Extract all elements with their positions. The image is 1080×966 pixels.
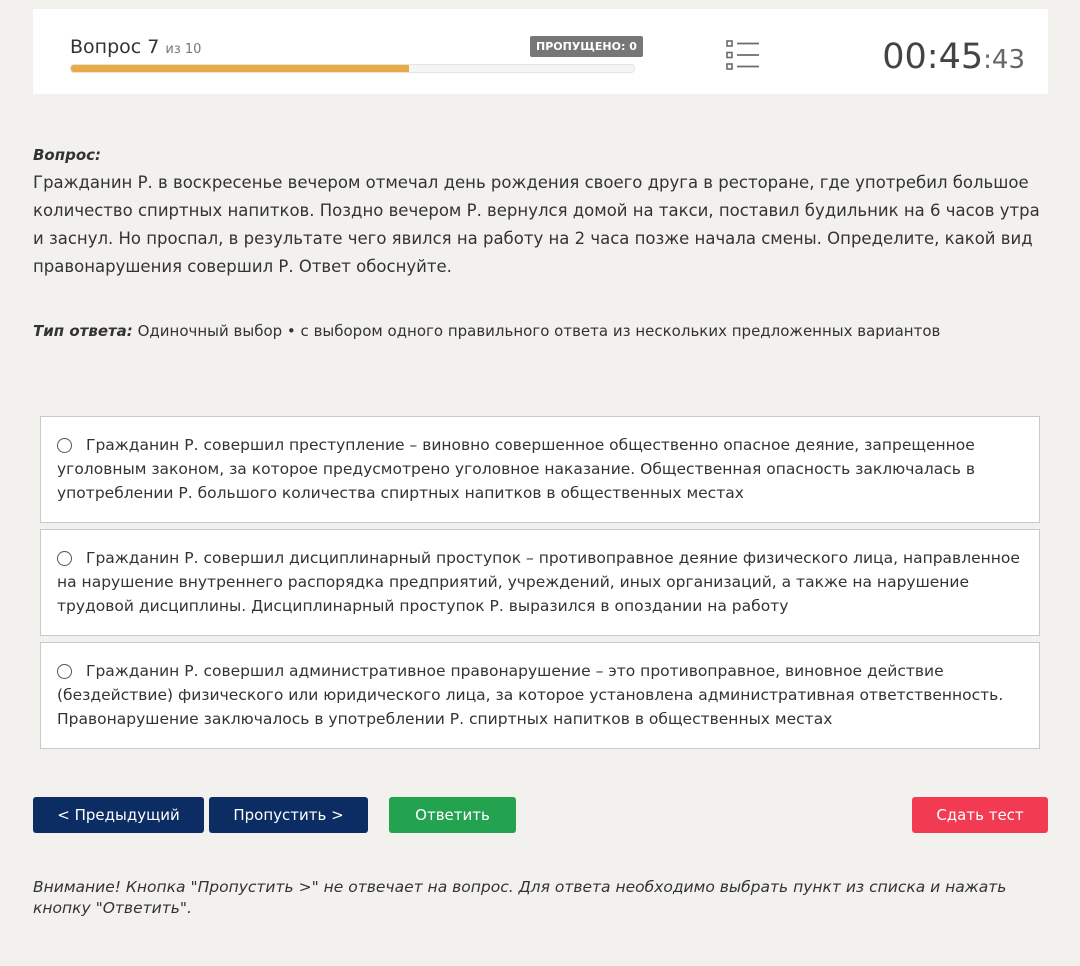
question-text: Гражданин Р. в воскресенье вечером отмечал день рождения своего друга в ресторане, где употребил большое количество спиртных напитков. Поздно вечером Р. вернулся домой на такси, поставил будильник на 6 часов утра и заснул. Но проспал, в результате чего явился на работу на 2 часа позже начала смены. Определите, какой вид правонарушения совершил Р. Ответ обоснуйте. — [33, 173, 1040, 276]
answer-option-text: Гражданин Р. совершил преступление – виновно совершенное общественно опасное деяние, запрещенное уголовным законом, за которое предусмотрено уголовное наказание. Общественная опасность заключалась в употреблении Р. большого количества спиртных напитков в общественных местах — [57, 436, 975, 502]
answer-option[interactable] — [40, 642, 1040, 749]
answer-type — [33, 322, 1043, 340]
skipped-badge: ПРОПУЩЕНО: 0 — [530, 36, 643, 57]
answer-button[interactable]: Ответить — [389, 797, 516, 833]
question-block — [33, 146, 1043, 281]
answer-option[interactable] — [40, 416, 1040, 523]
previous-button[interactable]: < Предыдущий — [33, 797, 204, 833]
timer-separator: : — [983, 45, 992, 75]
answer-option-text: Гражданин Р. совершил дисциплинарный проступок – противоправное деяние физического лица, направленное на нарушение внутреннего распорядка предприятий, учреждений, иных организаций, а также на нарушение трудовой дисциплины. Дисциплинарный проступок Р. выразился в опоздании на работу — [57, 549, 1020, 615]
question-number: Вопрос 7 — [70, 36, 160, 58]
list-icon[interactable] — [726, 40, 760, 70]
warning-note: Внимание! Кнопка "Пропустить >" не отвечает на вопрос. Для ответа необходимо выбрать пункт из списка и нажать кнопку "Ответить". — [33, 878, 1007, 917]
answer-option[interactable] — [40, 529, 1040, 636]
test-header — [33, 9, 1048, 94]
countdown-timer — [882, 37, 1025, 77]
finish-test-button[interactable]: Сдать тест — [912, 797, 1048, 833]
question-counter — [70, 36, 201, 58]
radio-button[interactable] — [57, 551, 72, 566]
progress-bar — [70, 64, 635, 73]
radio-button[interactable] — [57, 438, 72, 453]
question-label: Вопрос: — [33, 146, 102, 164]
question-total: из 10 — [165, 42, 202, 57]
skip-button[interactable]: Пропустить > — [209, 797, 368, 833]
progress-bar-fill — [71, 65, 409, 72]
timer-seconds: 43 — [991, 45, 1025, 75]
answer-type-value: Одиночный выбор • с выбором одного правильного ответа из нескольких предложенных вариантов — [137, 322, 941, 340]
radio-button[interactable] — [57, 664, 72, 679]
answer-type-label: Тип ответа: — [33, 322, 133, 340]
timer-main: 00:45 — [882, 37, 984, 77]
answer-option-text: Гражданин Р. совершил административное правонарушение – это противоправное, виновное действие (бездействие) физического или юридического лица, за которое установлена административная ответственность. Правонарушение заключалось в употреблении Р. спиртных напитков в общественных местах — [57, 662, 1004, 728]
